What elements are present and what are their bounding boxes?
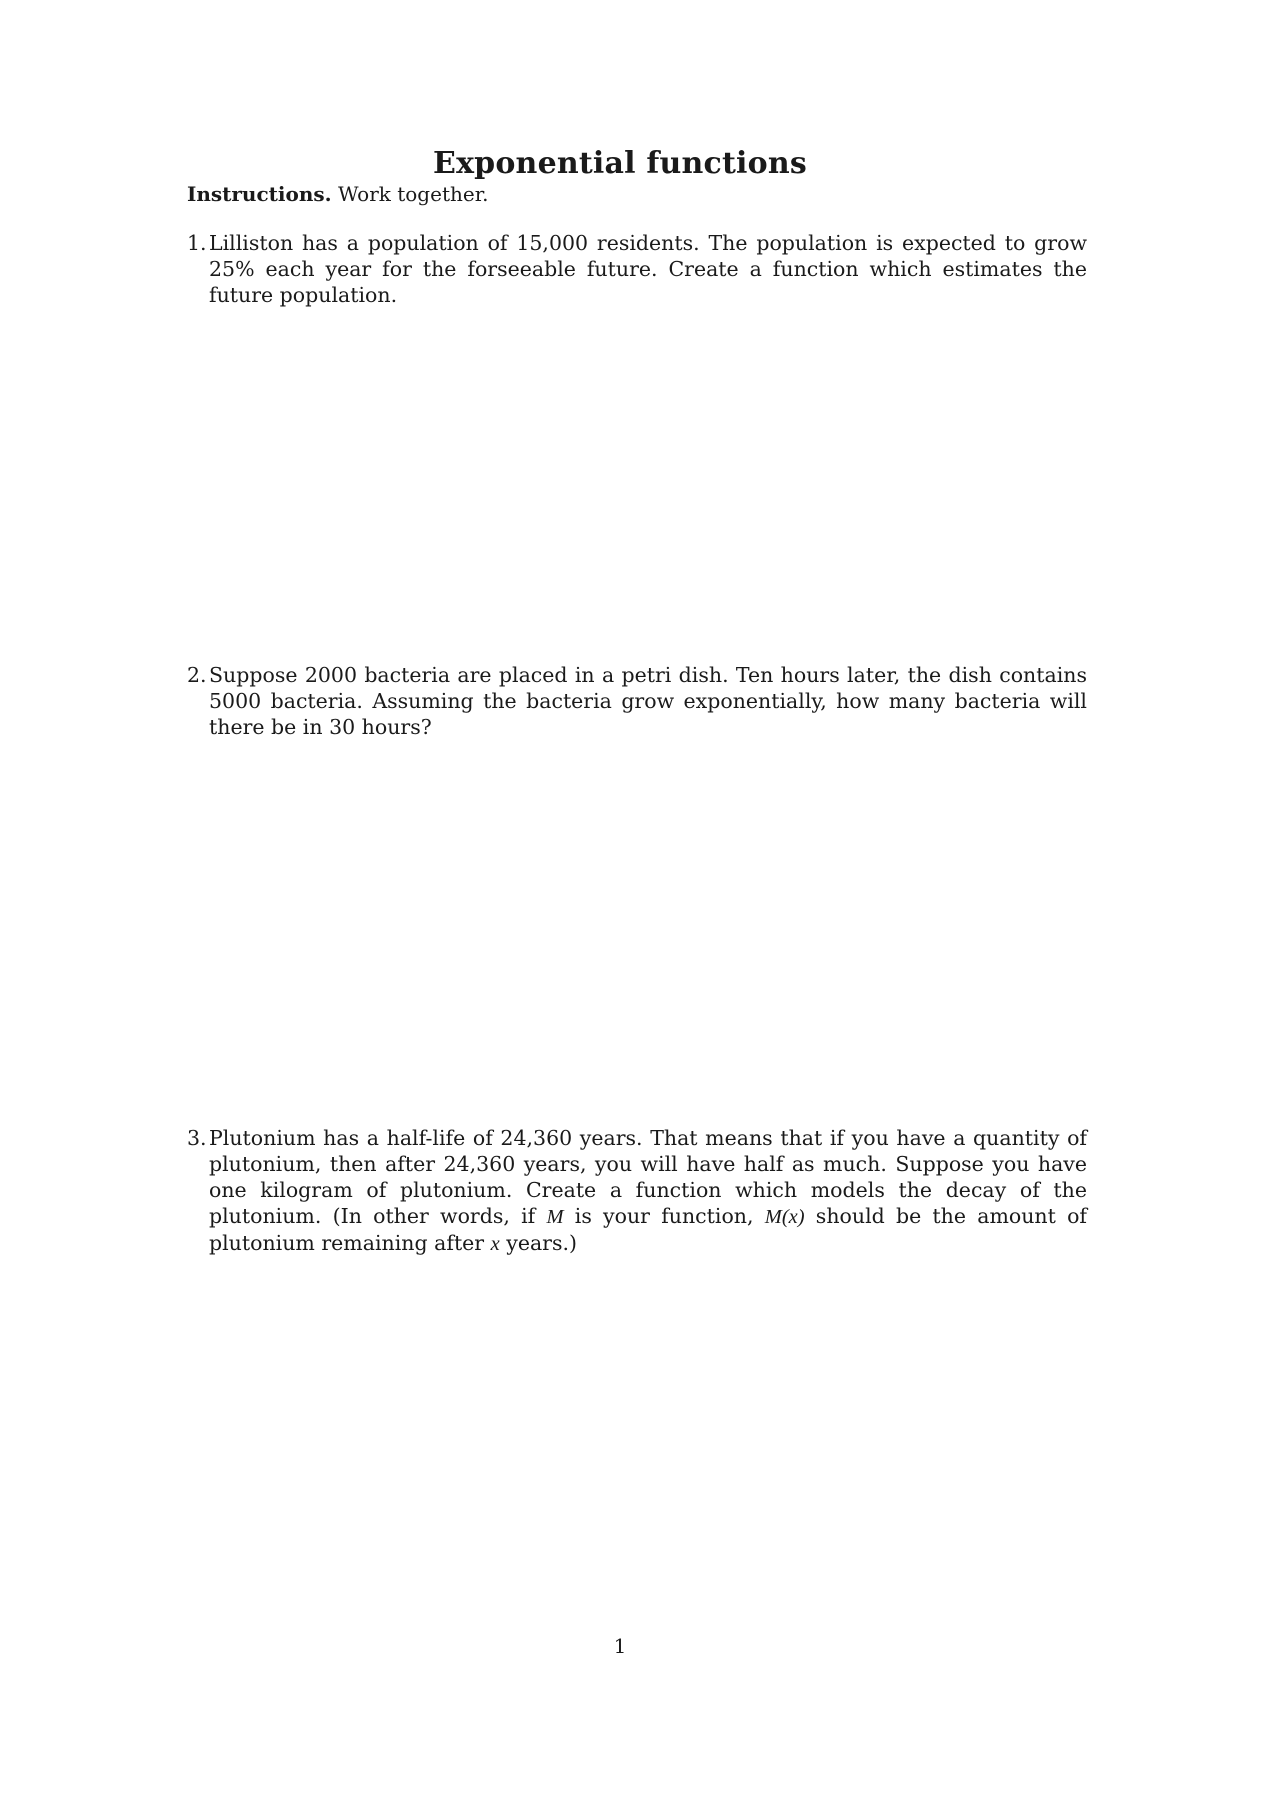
problem-1 [187, 230, 1087, 308]
page-number: 1 [613, 1634, 627, 1658]
problem-text: Suppose 2000 bacteria are placed in a petri dish. Ten hours later, the dish contains 5000 bacteria. Assuming the bacteria grow exponentially, how many bacteria will there be in 30 hours? [209, 663, 1087, 739]
problem-text [209, 1125, 1087, 1257]
page-title: Exponential functions [433, 146, 807, 181]
math-variable: M [546, 1206, 564, 1228]
instructions-text: Work together. [337, 182, 489, 206]
problem-number: 1. [187, 231, 207, 255]
problem-text: Lilliston has a population of 15,000 residents. The population is expected to grow 25% each year for the forseeable future. Create a function which estimates the future population. [209, 231, 1087, 307]
problem-number: 3. [187, 1126, 207, 1150]
problem-3 [187, 1125, 1087, 1257]
instructions [187, 182, 488, 206]
problem-text-part: is your function, [563, 1204, 765, 1228]
math-expression: M(x) [764, 1206, 805, 1228]
problem-text-part: should be the amount of plutonium remaining after [209, 1204, 1088, 1255]
math-variable: x [490, 1233, 500, 1255]
problem-2 [187, 662, 1087, 740]
problem-number: 2. [187, 663, 207, 687]
problem-text-part: Plutonium has a half-life of 24,360 years. That means that if you have a quantity of plutonium, then after 24,360 years, you will have half as much. Suppose you have one kilogram of plutonium. Create a function which models the decay of the plutonium. (In other words, if [209, 1126, 1087, 1228]
problem-text-part: years.) [499, 1231, 578, 1255]
instructions-label: Instructions. [187, 182, 332, 206]
